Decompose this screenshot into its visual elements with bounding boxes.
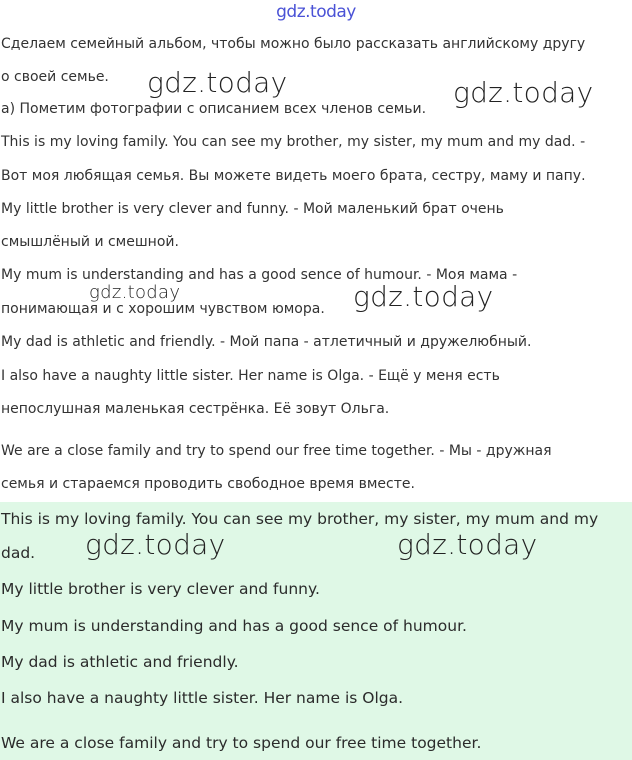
exercise-line: My little brother is very clever and funny. - Мой маленький брат очень xyxy=(1,201,504,217)
answer-line: My dad is athletic and friendly. xyxy=(1,653,239,671)
exercise-line: This is my loving family. You can see my brother, my sister, my mum and my dad. - xyxy=(1,134,586,150)
exercise-line: смышлёный и смешной. xyxy=(1,234,179,250)
exercise-line: My dad is athletic and friendly. - Мой папа - атлетичный и дружелюбный. xyxy=(1,334,532,350)
watermark: gdz.today xyxy=(89,282,181,303)
watermark: gdz.today xyxy=(353,280,494,313)
watermark: gdz.today xyxy=(453,76,594,109)
watermark: gdz.today xyxy=(85,528,226,561)
exercise-line: a) Пометим фотографии с описанием всех членов семьи. xyxy=(1,101,427,117)
answer-line: This is my loving family. You can see my brother, my sister, my mum and my xyxy=(1,510,599,528)
exercise-line: о своей семье. xyxy=(1,69,109,85)
watermark: gdz.today xyxy=(147,66,288,99)
exercise-line: We are a close family and try to spend our free time together. - Мы - дружная xyxy=(1,443,552,459)
answer-line: We are a close family and try to spend our free time together. xyxy=(1,734,482,752)
answer-line: My mum is understanding and has a good sence of humour. xyxy=(1,617,467,635)
exercise-line: непослушная маленькая сестрёнка. Её зовут Ольга. xyxy=(1,401,390,417)
exercise-line: I also have a naughty little sister. Her name is Olga. - Ещё у меня есть xyxy=(1,368,500,384)
exercise-line: My mum is understanding and has a good sence of humour. - Моя мама - xyxy=(1,267,518,283)
answer-line: My little brother is very clever and funny. xyxy=(1,580,320,598)
exercise-line: семья и стараемся проводить свободное время вместе. xyxy=(1,476,415,492)
site-logo[interactable]: gdz.today xyxy=(276,2,356,22)
exercise-line: Вот моя любящая семья. Вы можете видеть моего брата, сестру, маму и папу. xyxy=(1,168,586,184)
answer-line: I also have a naughty little sister. Her name is Olga. xyxy=(1,689,404,707)
exercise-line: Сделаем семейный альбом, чтобы можно было рассказать английскому другу xyxy=(1,36,586,52)
answer-line: dad. xyxy=(1,544,36,562)
watermark: gdz.today xyxy=(397,528,538,561)
exercise-line: понимающая и с хорошим чувством юмора. xyxy=(1,301,325,317)
